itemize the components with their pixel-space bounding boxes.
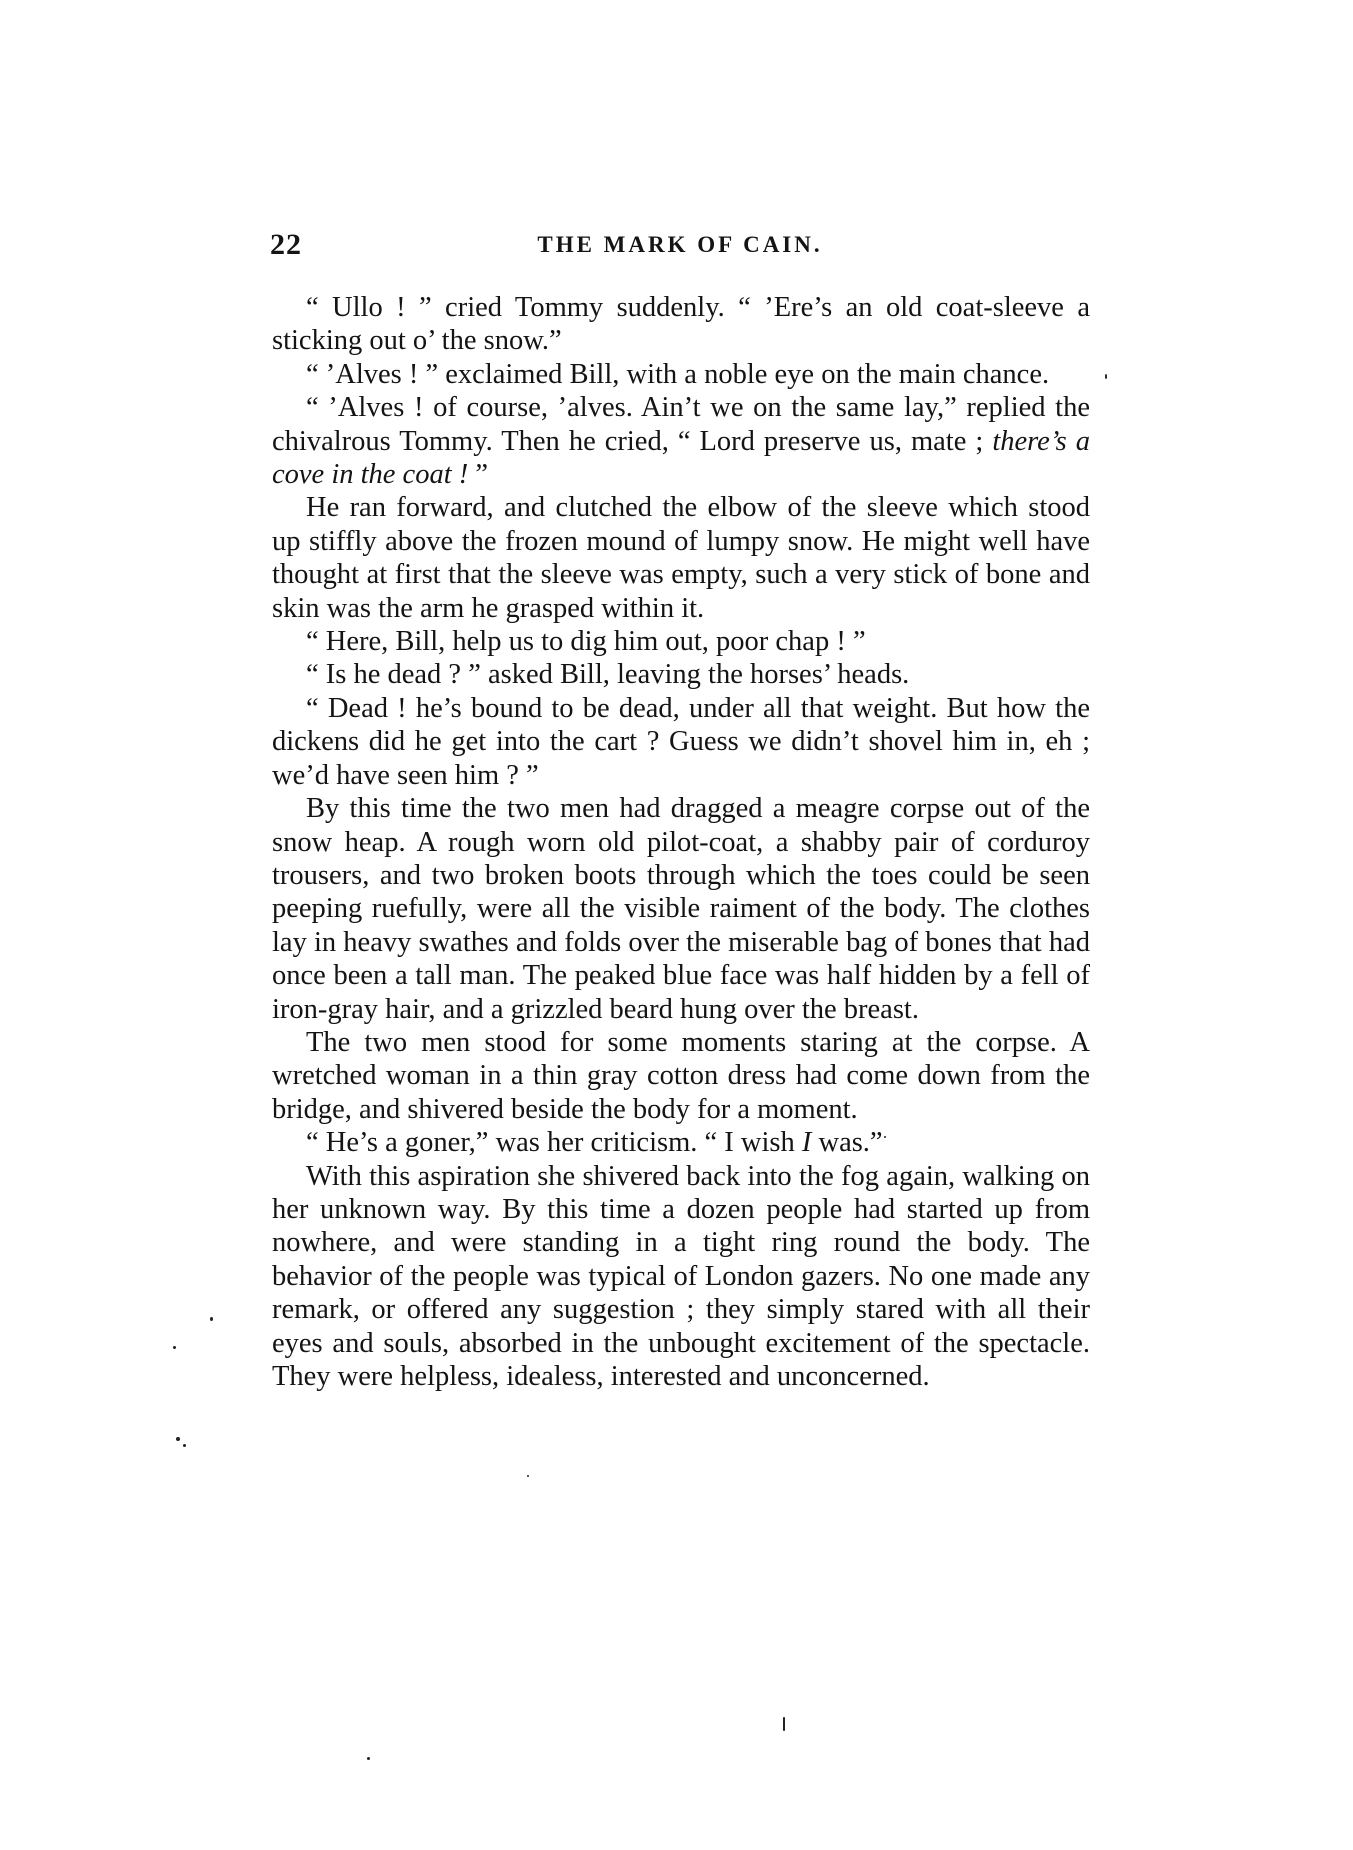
paragraph: “ ’Alves ! ” exclaimed Bill, with a noble eye on the main chance. (306, 358, 1050, 390)
paragraph: “ Is he dead ? ” asked Bill, leaving the horses’ heads. (306, 659, 910, 691)
italic-text: there’s a cove in the coat ! (272, 425, 1090, 491)
page-header (270, 228, 1090, 268)
paragraph: “ Here, Bill, help us to dig him out, poor chap ! ” (306, 626, 866, 658)
paragraph-text: was.” (811, 1127, 883, 1159)
scan-speck (367, 1757, 370, 1760)
running-title: THE MARK OF CAIN. (537, 232, 823, 257)
paragraph (272, 391, 1090, 491)
paragraph-text: “ ’Alves ! of course, ’alves. Ain’t we on the same lay,” replied the chivalrous Tommy. Then he cried, “ Lord preserve us, mate ; (272, 392, 1090, 457)
scan-speck (176, 1437, 180, 1441)
paragraph: With this aspiration she shivered back into the fog again, walking on her unknown way. By this time a dozen people had started up from nowhere, and were standing in a tight ring round the body. The behavior of the people was typical of London gazers. No one made any remark, or offered any suggestion ; they simply stared with all their eyes and souls, absorbed in the unbought excitement of the spectacle. They were helpless, idealess, interested and unconcerned. (272, 1160, 1090, 1392)
paragraph-text: “ He’s a goner,” was her criticism. “ I wish (306, 1127, 802, 1159)
scan-speck (527, 1475, 529, 1477)
paragraph: He ran forward, and clutched the elbow of the sleeve which stood up stiffly above the frozen mound of lumpy snow. He might well have thought at first that the sleeve was empty, such a very stick of bone and skin was the arm he grasped within it. (272, 492, 1090, 624)
scan-speck (173, 1346, 176, 1349)
body-text (272, 291, 1090, 1393)
scan-speck (1105, 374, 1107, 379)
paragraph (272, 1126, 1090, 1159)
paragraph: “ Dead ! he’s bound to be dead, under all that weight. But how the dickens did he get into the cart ? Guess we didn’t shovel him in, eh ; we’d have seen him ? ” (272, 692, 1090, 791)
paragraph: By this time the two men had dragged a meagre corpse out of the snow heap. A rough worn old pilot-coat, a shabby pair of corduroy trousers, and two broken boots through which the toes could be seen peeping ruefully, were all the visible raiment of the body. The clothes lay in heavy swathes and folds over the miserable bag of bones that had once been a tall man. The peaked blue face was half hidden by a fell of iron-gray hair, and a grizzled beard hung over the breast. (272, 793, 1090, 1025)
paragraph: “ Ullo ! ” cried Tommy suddenly. “ ’Ere’s an old coat-sleeve a sticking out o’ the snow.” (272, 292, 1090, 357)
scan-speck (783, 1717, 785, 1731)
scan-speck (183, 1444, 186, 1447)
paragraph-text: ” (468, 459, 489, 491)
italic-text: I (801, 1127, 812, 1159)
scan-speck (884, 1136, 886, 1138)
page-number: 22 (270, 228, 302, 261)
scan-speck (210, 1317, 213, 1321)
paragraph: The two men stood for some moments staring at the corpse. A wretched woman in a thin gray cotton dress had come down from the bridge, and shivered beside the body for a moment. (272, 1026, 1090, 1125)
